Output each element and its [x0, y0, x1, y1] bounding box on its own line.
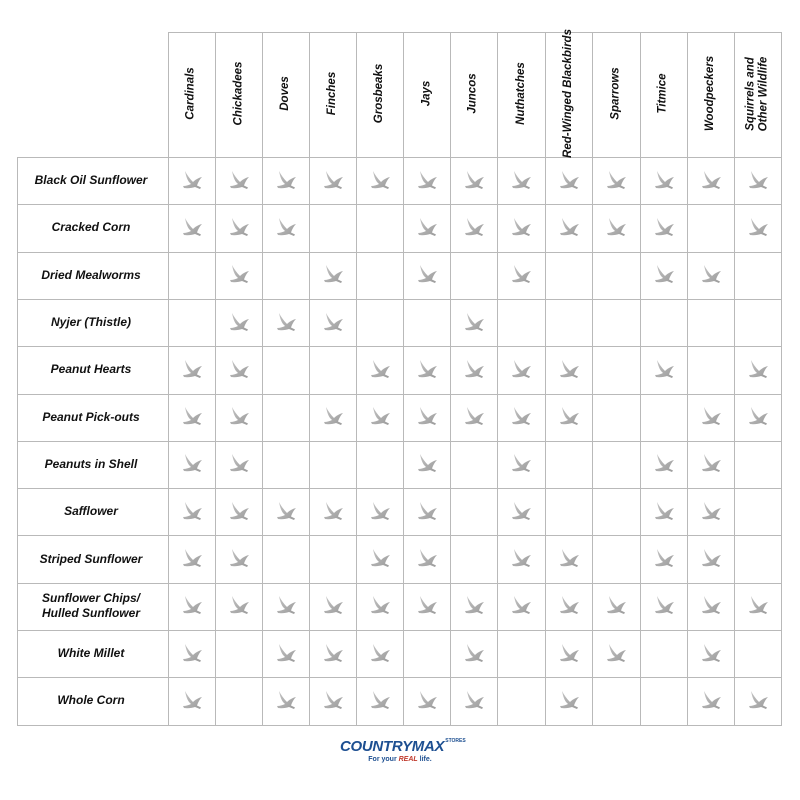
- bird-icon: [215, 488, 262, 535]
- tagline-suffix: life.: [417, 756, 432, 763]
- bird-icon: [640, 441, 687, 488]
- row-label: Peanut Hearts: [50, 362, 132, 377]
- bird-icon: [168, 441, 215, 488]
- countrymax-logo: [340, 738, 466, 770]
- bird-icon: [403, 583, 450, 630]
- bird-icon: [168, 535, 215, 582]
- bird-icon: [215, 441, 262, 488]
- bird-icon: [403, 441, 450, 488]
- column-header-label: Jays: [420, 80, 432, 107]
- bird-icon: [450, 157, 497, 204]
- bird-icon: [450, 346, 497, 393]
- bird-icon: [309, 394, 356, 441]
- bird-icon: [262, 157, 309, 204]
- bird-icon: [356, 630, 403, 677]
- column-header-label: Finches: [326, 71, 338, 116]
- bird-icon: [450, 630, 497, 677]
- bird-icon: [168, 346, 215, 393]
- bird-icon: [592, 157, 640, 204]
- bird-icon: [687, 630, 734, 677]
- row-label: Cracked Corn: [51, 220, 131, 235]
- bird-icon: [403, 535, 450, 582]
- bird-icon: [640, 583, 687, 630]
- column-header: [403, 32, 450, 155]
- bird-icon: [497, 535, 545, 582]
- bird-icon: [450, 394, 497, 441]
- bird-icon: [640, 535, 687, 582]
- bird-icon: [403, 488, 450, 535]
- brand-tagline: [340, 755, 460, 764]
- bird-icon: [545, 204, 592, 251]
- bird-icon: [215, 583, 262, 630]
- column-header: [497, 32, 545, 155]
- bird-icon: [262, 488, 309, 535]
- bird-icon: [309, 252, 356, 299]
- bird-icon: [215, 204, 262, 251]
- bird-icon: [403, 394, 450, 441]
- column-header-label: Grosbeaks: [373, 63, 386, 124]
- bird-icon: [497, 204, 545, 251]
- bird-icon: [450, 677, 497, 724]
- bird-icon: [545, 346, 592, 393]
- row-label: Dried Mealworms: [41, 267, 141, 282]
- bird-icon: [403, 204, 450, 251]
- tagline-prefix: For your: [368, 756, 399, 763]
- bird-icon: [687, 252, 734, 299]
- bird-icon: [545, 394, 592, 441]
- row-label: Peanut Pick-outs: [42, 409, 140, 424]
- column-header: [592, 32, 640, 155]
- bird-icon: [356, 488, 403, 535]
- bird-icon: [309, 677, 356, 724]
- bird-icon: [734, 157, 781, 204]
- bird-icon: [403, 346, 450, 393]
- bird-icon: [309, 583, 356, 630]
- bird-icon: [497, 583, 545, 630]
- bird-icon: [403, 677, 450, 724]
- bird-icon: [309, 488, 356, 535]
- column-header: [309, 32, 356, 155]
- column-header-label: Woodpeckers: [704, 55, 717, 132]
- bird-icon: [640, 204, 687, 251]
- grid-line-vertical: [781, 32, 782, 725]
- bird-icon: [687, 394, 734, 441]
- bird-icon: [356, 677, 403, 724]
- column-header: [356, 32, 403, 155]
- brand-name: COUNTRYMAX: [340, 738, 445, 755]
- bird-icon: [497, 346, 545, 393]
- bird-icon: [309, 630, 356, 677]
- bird-icon: [168, 583, 215, 630]
- row-label: Striped Sunflower: [39, 551, 143, 566]
- bird-icon: [450, 204, 497, 251]
- bird-icon: [640, 157, 687, 204]
- bird-icon: [168, 394, 215, 441]
- bird-icon: [309, 299, 356, 346]
- column-header-label: Juncos: [466, 73, 479, 114]
- bird-icon: [356, 583, 403, 630]
- column-header-label: Red-Winged Blackbirds: [562, 29, 575, 158]
- bird-icon: [687, 677, 734, 724]
- bird-icon: [168, 204, 215, 251]
- bird-icon: [168, 157, 215, 204]
- column-header: [687, 32, 734, 155]
- bird-icon: [497, 252, 545, 299]
- brand-stores: STORES: [445, 738, 466, 744]
- bird-icon: [592, 204, 640, 251]
- bird-icon: [497, 441, 545, 488]
- column-header-label: Doves: [279, 76, 291, 111]
- column-header: [450, 32, 497, 155]
- bird-icon: [687, 583, 734, 630]
- bird-icon: [640, 346, 687, 393]
- bird-icon: [215, 299, 262, 346]
- column-header: [545, 29, 592, 158]
- column-header-label: Titmice: [657, 73, 669, 114]
- bird-icon: [215, 157, 262, 204]
- column-header: [215, 32, 262, 155]
- bird-icon: [356, 394, 403, 441]
- column-header-label: Nuthatches: [514, 62, 527, 125]
- bird-icon: [497, 394, 545, 441]
- row-label: Black Oil Sunflower: [34, 173, 148, 188]
- bird-icon: [356, 535, 403, 582]
- grid-line-horizontal: [17, 725, 782, 726]
- bird-icon: [168, 488, 215, 535]
- bird-icon: [687, 157, 734, 204]
- column-header: [168, 32, 215, 155]
- bird-icon: [687, 441, 734, 488]
- column-header-label: Chickadees: [232, 61, 244, 126]
- bird-icon: [168, 677, 215, 724]
- row-label: Sunflower Chips/ Hulled Sunflower: [41, 591, 140, 621]
- column-header: [262, 32, 309, 155]
- bird-icon: [545, 677, 592, 724]
- bird-icon: [734, 394, 781, 441]
- row-label: Safflower: [64, 504, 118, 519]
- bird-icon: [545, 630, 592, 677]
- bird-icon: [403, 252, 450, 299]
- row-label: Nyjer (Thistle): [50, 315, 131, 330]
- bird-icon: [356, 346, 403, 393]
- bird-icon: [734, 583, 781, 630]
- bird-icon: [450, 583, 497, 630]
- bird-icon: [450, 299, 497, 346]
- bird-icon: [497, 488, 545, 535]
- column-header-label: Squirrels and Other Wildlife: [744, 56, 770, 131]
- bird-icon: [262, 299, 309, 346]
- bird-icon: [262, 630, 309, 677]
- column-header: [640, 32, 687, 155]
- bird-icon: [309, 157, 356, 204]
- bird-icon: [687, 488, 734, 535]
- bird-icon: [215, 535, 262, 582]
- bird-icon: [215, 252, 262, 299]
- bird-icon: [262, 583, 309, 630]
- bird-icon: [734, 204, 781, 251]
- bird-icon: [168, 630, 215, 677]
- column-header: [734, 32, 781, 155]
- bird-icon: [215, 394, 262, 441]
- tagline-real: REAL: [398, 756, 418, 763]
- bird-icon: [640, 488, 687, 535]
- row-label: White Millet: [57, 646, 125, 661]
- bird-icon: [687, 535, 734, 582]
- row-label: Whole Corn: [57, 693, 125, 708]
- bird-icon: [734, 677, 781, 724]
- bird-icon: [403, 157, 450, 204]
- bird-icon: [262, 204, 309, 251]
- column-header-label: Sparrows: [609, 67, 622, 120]
- bird-icon: [262, 677, 309, 724]
- bird-icon: [592, 583, 640, 630]
- bird-icon: [734, 346, 781, 393]
- bird-icon: [545, 535, 592, 582]
- bird-icon: [545, 157, 592, 204]
- bird-icon: [592, 630, 640, 677]
- bird-icon: [640, 252, 687, 299]
- bird-icon: [356, 157, 403, 204]
- bird-icon: [545, 583, 592, 630]
- bird-icon: [215, 346, 262, 393]
- row-label: Peanuts in Shell: [44, 456, 138, 471]
- bird-icon: [497, 157, 545, 204]
- column-header-label: Cardinals: [185, 67, 198, 120]
